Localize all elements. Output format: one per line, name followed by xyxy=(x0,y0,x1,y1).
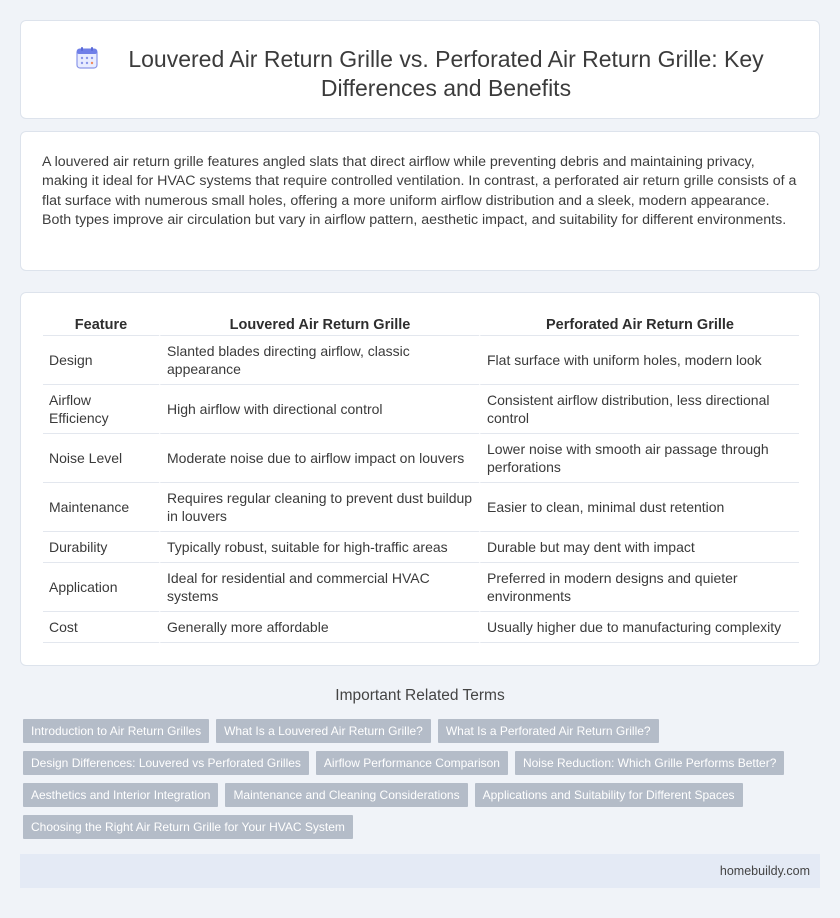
comparison-table xyxy=(43,314,799,643)
intro-paragraph: A louvered air return grille features angled slats that direct airflow while preventing debris and maintaining privacy, making it ideal for HVAC systems that require controlled ventilation. In contrast, a perforated air return grille consists of a flat surface with numerous small holes, offering a more uniform airflow distribution and a sleek, modern appearance. Both types improve air circulation but vary in airflow pattern, aesthetic impact, and suitability for different environments. xyxy=(42,154,797,228)
related-tag[interactable]: Introduction to Air Return Grilles xyxy=(23,719,209,743)
table-row xyxy=(43,563,799,612)
comparison-table-card xyxy=(20,292,820,666)
louvered-cell: Moderate noise due to airflow impact on louvers xyxy=(159,434,479,483)
louvered-cell: High airflow with directional control xyxy=(159,385,479,434)
related-tag[interactable]: What Is a Perforated Air Return Grille? xyxy=(438,719,659,743)
title-wrap xyxy=(21,45,819,103)
related-tag[interactable]: Noise Reduction: Which Grille Performs Better? xyxy=(515,751,784,775)
related-tag[interactable]: Applications and Suitability for Different Spaces xyxy=(475,783,743,807)
perforated-cell: Consistent airflow distribution, less directional control xyxy=(479,385,799,434)
table-row xyxy=(43,434,799,483)
table-header-row xyxy=(43,314,799,336)
related-tag[interactable]: Aesthetics and Interior Integration xyxy=(23,783,218,807)
related-terms-title: Important Related Terms xyxy=(335,687,505,704)
header-perforated: Perforated Air Return Grille xyxy=(479,314,799,336)
table-row xyxy=(43,385,799,434)
louvered-cell: Slanted blades directing airflow, classic appearance xyxy=(159,336,479,385)
header-feature: Feature xyxy=(43,314,159,336)
louvered-cell: Generally more affordable xyxy=(159,612,479,643)
perforated-cell: Flat surface with uniform holes, modern look xyxy=(479,336,799,385)
perforated-cell: Durable but may dent with impact xyxy=(479,532,799,563)
perforated-cell: Lower noise with smooth air passage through perforations xyxy=(479,434,799,483)
table-row xyxy=(43,336,799,385)
table-row xyxy=(43,612,799,643)
footer-site-link[interactable]: homebuildy.com xyxy=(719,864,810,878)
table-row xyxy=(43,483,799,532)
feature-cell: Airflow Efficiency xyxy=(43,385,159,434)
related-tag[interactable]: Maintenance and Cleaning Considerations xyxy=(225,783,467,807)
table-row xyxy=(43,532,799,563)
louvered-cell: Typically robust, suitable for high-traffic areas xyxy=(159,532,479,563)
louvered-cell: Ideal for residential and commercial HVAC systems xyxy=(159,563,479,612)
intro-card xyxy=(20,131,820,271)
feature-cell: Durability xyxy=(43,532,159,563)
header-louvered: Louvered Air Return Grille xyxy=(159,314,479,336)
related-terms-tags xyxy=(23,719,803,839)
related-tag[interactable]: What Is a Louvered Air Return Grille? xyxy=(216,719,431,743)
feature-cell: Maintenance xyxy=(43,483,159,532)
title-card xyxy=(20,20,820,119)
feature-cell: Noise Level xyxy=(43,434,159,483)
related-tag[interactable]: Design Differences: Louvered vs Perforated Grilles xyxy=(23,751,309,775)
feature-cell: Cost xyxy=(43,612,159,643)
perforated-cell: Preferred in modern designs and quieter environments xyxy=(479,563,799,612)
related-tag[interactable]: Choosing the Right Air Return Grille for Your HVAC System xyxy=(23,815,353,839)
perforated-cell: Usually higher due to manufacturing complexity xyxy=(479,612,799,643)
page-title: Louvered Air Return Grille vs. Perforated Air Return Grille: Key Differences and Benefits xyxy=(128,46,764,101)
related-tag[interactable]: Airflow Performance Comparison xyxy=(316,751,508,775)
footer xyxy=(20,854,820,888)
feature-cell: Application xyxy=(43,563,159,612)
louvered-cell: Requires regular cleaning to prevent dust buildup in louvers xyxy=(159,483,479,532)
feature-cell: Design xyxy=(43,336,159,385)
perforated-cell: Easier to clean, minimal dust retention xyxy=(479,483,799,532)
